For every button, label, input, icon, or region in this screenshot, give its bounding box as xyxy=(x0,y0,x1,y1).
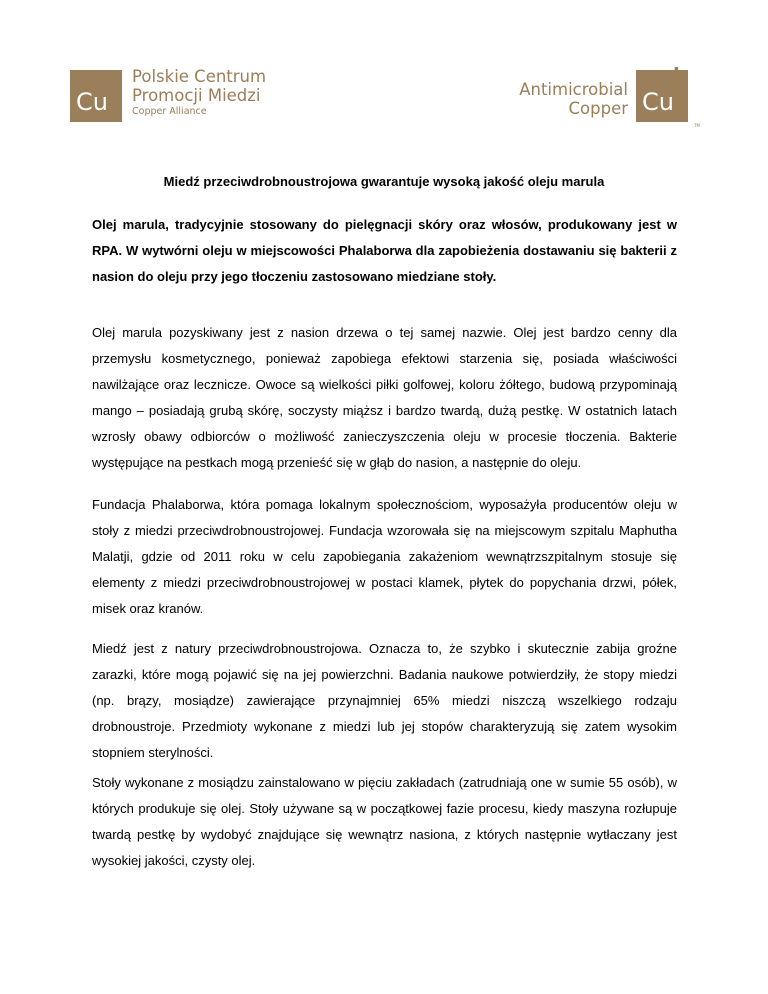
lead-paragraph: Olej marula, tradycyjnie stosowany do pielęgnacji skóry oraz włosów, produkowany jest w RPA. W wytwórni oleju w miejscowości Phalaborwa dla zapobieżenia dostawaniu się bakterii z nasion do oleju przy jego tłoczeniu zastosowano miedziane stoły. xyxy=(92,217,677,284)
cu-plus-symbol: Cu xyxy=(642,88,674,116)
body-paragraph-3 xyxy=(92,636,677,766)
pcpm-line-1: Polskie Centrum xyxy=(132,67,267,86)
antimicrobial-copper-logo xyxy=(519,59,700,128)
cu-logo-box: Cu xyxy=(70,70,122,122)
paragraph-text: Stoły wykonane z mosiądzu zainstalowano w pięciu zakładach (zatrudniają one w sumie 55 osób), w których produkuje się olej. Stoły używane są w początkowej fazie procesu, kiedy maszyna rozłupuje twardą pestkę by wydobyć znajdujące się wewnątrz nasiona, z których następnie wytłaczany jest wysokiej jakości, czysty olej. xyxy=(92,775,677,868)
pcpm-line-3: Copper Alliance xyxy=(132,106,207,117)
paragraph-text: Olej marula pozyskiwany jest z nasion drzewa o tej samej nazwie. Olej jest bardzo cenny dla przemysłu kosmetycznego, ponieważ zapobiega efektowi starzenia się, posiada właściwości nawilżające oraz lecznicze. Owoce są wielkości piłki golfowej, koloru żółtego, budową przypominają mango – posiadają grubą skórę, soczysty miąższ i bardzo twardą, dużą pestkę. W ostatnich latach wzrosły obawy odbiorców o możliwość zanieczyszczenia oleju w procesie tłoczenia. Bakterie występujące na pestkach mogą przenieść się w głąb do nasion, a następnie do oleju. xyxy=(92,325,677,470)
document-title: Miedź przeciwdrobnoustrojowa gwarantuje wysoką jakość oleju marula xyxy=(163,174,605,189)
pcpm-line-2: Promocji Miedzi xyxy=(132,86,261,105)
amc-line-2: Copper xyxy=(568,99,628,118)
body-paragraph-2 xyxy=(92,492,677,622)
pcpm-logo-text xyxy=(132,67,266,118)
amc-logo-text xyxy=(519,80,628,118)
amc-line-1: Antimicrobial xyxy=(519,80,628,99)
paragraph-text: Miedź jest z natury przeciwdrobnoustrojowa. Oznacza to, że szybko i skutecznie zabija groźne zarazki, które mogą pojawić się na jej powierzchni. Badania naukowe potwierdziły, że stopy miedzi (np. brązy, mosiądze) zawierające przynajmniej 65% miedzi niszczą wszelkiego rodzaju drobnoustroje. Przedmioty wykonane z miedzi lub jej stopów charakteryzują się zatem wysokim stopniem sterylności. xyxy=(92,641,677,760)
pcpm-logo xyxy=(70,67,267,122)
trademark-mark: TM xyxy=(694,123,700,128)
paragraph-text: Fundacja Phalaborwa, która pomaga lokalnym społecznościom, wyposażyła producentów oleju w stoły z miedzi przeciwdrobnoustrojowej. Fundacja wzorowała się na miejscowym szpitalu Maphutha Malatji, gdzie od 2011 roku w celu zapobiegania zakażeniom wewnątrzszpitalnym stosuje się elementy z miedzi przeciwdrobnoustrojowej w postaci klamek, płytek do popychania drzwi, półek, misek oraz kranów. xyxy=(92,497,677,616)
cu-plus-logo-box xyxy=(636,59,700,128)
body-paragraph-1 xyxy=(92,320,677,476)
body-paragraph-4 xyxy=(92,770,677,874)
plus-icon: + xyxy=(663,59,689,94)
